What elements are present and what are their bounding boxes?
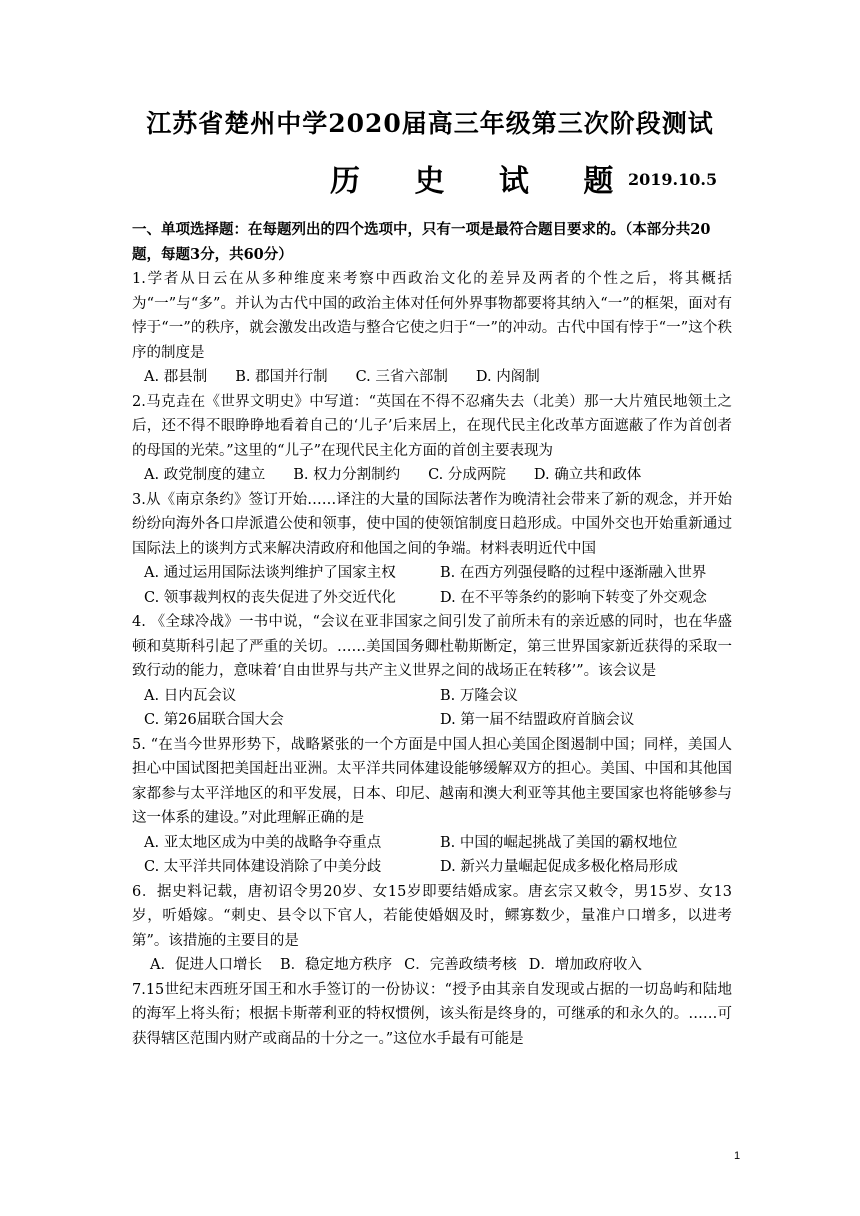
option-d: D. 新兴力量崛起促成多极化格局形成 (440, 859, 678, 875)
option-a: A. 政党制度的建立 (144, 467, 266, 483)
question-text: 7.15世纪末西班牙国王和水手签订的一份协议：“授予由其亲自发现或占据的一切岛屿和陆地的海军上将头衔；根据卡斯蒂利亚的特权惯例，该头衔是终身的，可继承的和永久的。……可获得辖区范围内财产或商品的十分之一。”这位水手最有可能是 (132, 981, 732, 1047)
option-a: A. 日内瓦会议 (144, 687, 237, 704)
exam-content (132, 218, 732, 1051)
option-d: D. 内阁制 (475, 369, 540, 385)
option-c: C. 第26届联合国大会 (144, 712, 284, 728)
question-options (132, 365, 732, 390)
question-options (132, 561, 732, 610)
option-d: D．增加政府收入 (528, 957, 642, 973)
option-b: B. 万隆会议 (440, 687, 518, 704)
question-7 (132, 978, 732, 1052)
section-heading: 一、单项选择题：在每题列出的四个选项中，只有一项是最符合题目要求的。（本部分共20题，每题3分，共60分） (132, 221, 711, 263)
question-text: 5. “在当今世界形势下，战略紧张的一个方面是中国人担心美国企图遏制中国；同样，美国人担心中国试图把美国赶出亚洲。太平洋共同体建设能够缓解双方的担心。美国、中国和其他国家都参与太平洋地区的和平发展，日本、印尼、越南和澳大利亚等其他主要国家也将能够参与这一体系的建设。”对此理解正确的是 (132, 736, 732, 826)
question-text: 6．据史料记载，唐初诏令男20岁、女15岁即要结婚成家。唐玄宗又敕令，男15岁、女13岁，听婚嫁。“刺史、县令以下官人，若能使婚姻及时，鳏寡数少，量准户口增多，以进考第”。该措施的主要目的是 (132, 883, 732, 949)
question-text: 4. 《全球冷战》一书中说，“会议在亚非国家之间引发了前所未有的亲近感的同时，也在华盛顿和莫斯科引起了严重的关切。……美国国务卿杜勒斯断定，第三世界国家新近获得的采取一致行动的能力，意味着‘自由世界与共产主义世界之间的战场正在转移’”。该会议是 (132, 614, 732, 679)
question-5 (132, 733, 732, 880)
option-a: A. 郡县制 (144, 369, 208, 385)
option-c: C. 三省六部制 (355, 369, 448, 385)
option-b: B. 在西方列强侵略的过程中逐渐融入世界 (440, 565, 707, 581)
question-text: 3.从《南京条约》签订开始……译注的大量的国际法著作为晚清社会带来了新的观念，并开始纷纷向海外各口岸派遣公使和领事，使中国的使领馆制度日趋形成。中国外交也开始重新通过国际法上的谈判方式来解决清政府和他国之间的争端。材料表明近代中国 (132, 491, 732, 557)
question-6 (132, 880, 732, 978)
option-c: C. 领事裁判权的丧失促进了外交近代化 (144, 589, 396, 606)
exam-date: 2019.10.5 (628, 170, 718, 189)
option-b: B. 郡国并行制 (235, 369, 328, 385)
question-1 (132, 267, 732, 390)
option-c: C. 太平洋共同体建设消除了中美分歧 (144, 859, 382, 875)
question-text: 1.学者从日云在从多种维度来考察中西政治文化的差异及两者的个性之后，将其概括为“一”与“多”。并认为古代中国的政治主体对任何外界事物都要将其纳入“一”的框架，面对有悖于“一”的秩序，就会激发出改造与整合它使之归于“一”的冲动。古代中国有悖于“一”这个秩序的制度是 (132, 271, 732, 361)
option-c: C．完善政绩考核 (404, 957, 517, 973)
question-options (132, 953, 732, 978)
question-options (132, 463, 732, 488)
option-b: B. 权力分割制约 (293, 467, 401, 483)
option-b: B．稳定地方秩序 (279, 957, 393, 973)
exam-title: 江苏省楚州中学2020届高三年级第三次阶段测试 (146, 109, 714, 138)
page-number: 1 (734, 1150, 741, 1162)
exam-subtitle: 历 史 试 题 (330, 164, 636, 199)
option-d: D. 确立共和政体 (533, 467, 642, 483)
option-a: A. 通过运用国际法谈判维护了国家主权 (144, 565, 396, 581)
option-a: A．促进人口增长 (150, 957, 262, 973)
option-d: D. 在不平等条约的影响下转变了外交观念 (440, 589, 707, 606)
option-c: C. 分成两院 (428, 467, 506, 483)
question-options (132, 831, 732, 880)
option-d: D. 第一届不结盟政府首脑会议 (440, 712, 635, 728)
question-2 (132, 390, 732, 488)
option-b: B. 中国的崛起挑战了美国的霸权地位 (440, 834, 678, 851)
question-3 (132, 488, 732, 611)
option-a: A. 亚太地区成为中美的战略争夺重点 (144, 834, 382, 851)
question-text: 2.马克垚在《世界文明史》中写道：“英国在不得不忍痛失去（北美）那一大片殖民地领土之后，还不得不眼睁睁地看着自己的‘儿子’后来居上，在现代民主化改革方面遮蔽了作为首创者的母国的光荣。”这里的“儿子”在现代民主化方面的首创主要表现为 (132, 393, 732, 459)
question-options (132, 684, 732, 733)
question-4 (132, 610, 732, 733)
